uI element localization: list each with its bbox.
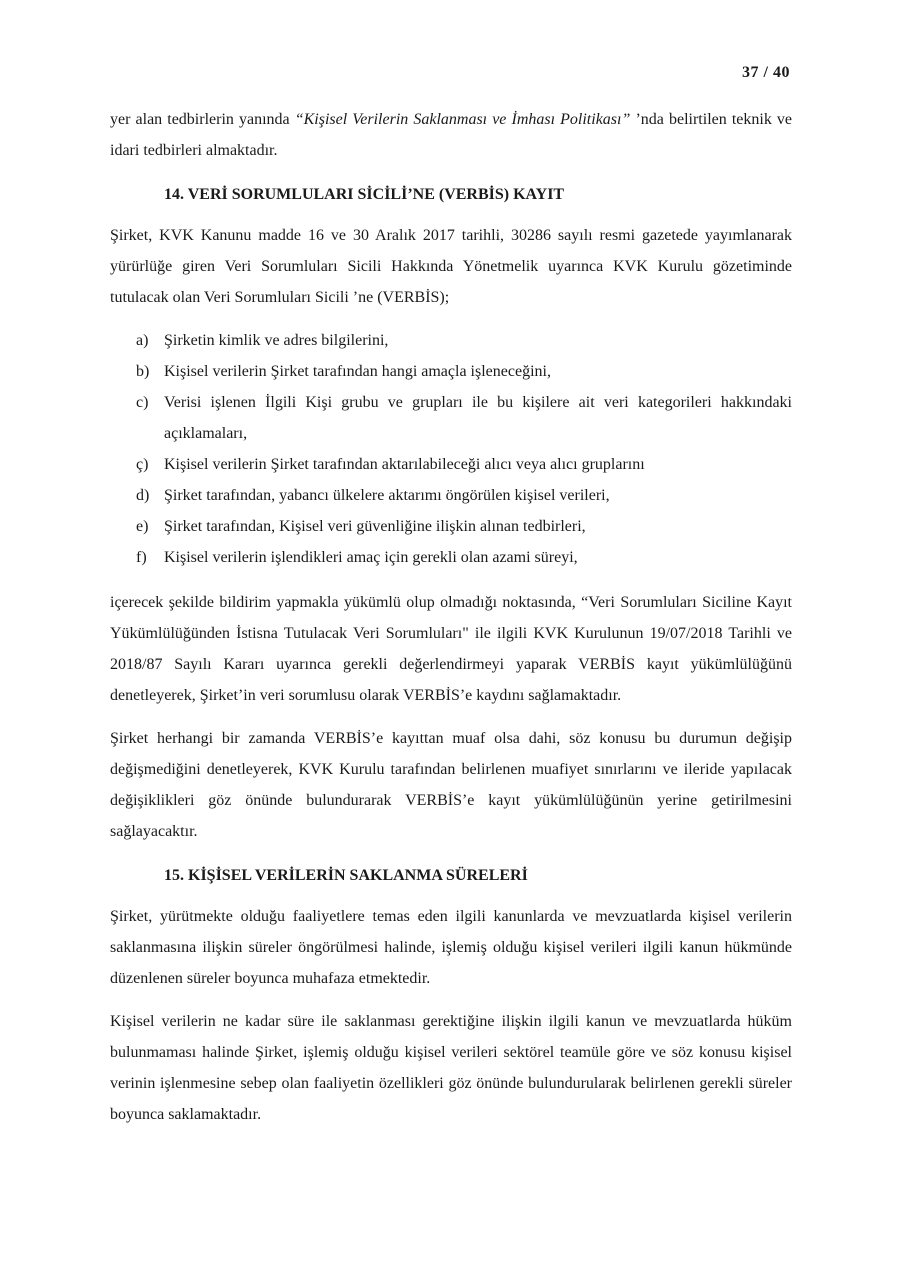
list-item-text: Verisi işlenen İlgili Kişi grubu ve grupları ile bu kişilere ait veri kategorileri hakkındaki açıklamaları, [164, 394, 792, 442]
list-item [110, 449, 792, 480]
section-15-paragraph-1: Şirket, yürütmekte olduğu faaliyetlere temas eden ilgili kanunlarda ve mevzuatlarda kişisel verilerin saklanmasına ilişkin süreler öngörülmesi halinde, işlemiş olduğu kişisel verileri ilgili kanun hükmünde düzenlenen süreler boyunca muhafaza etmektedir. [110, 908, 792, 987]
section-14-paragraph-1: Şirket, KVK Kanunu madde 16 ve 30 Aralık 2017 tarihli, 30286 sayılı resmi gazetede yayımlanarak yürürlüğe giren Veri Sorumluları Sicili Hakkında Yönetmelik uyarınca KVK Kurulu gözetiminde tutulacak olan Veri Sorumluları Sicili ’ne (VERBİS); [110, 227, 792, 306]
section-14-title: 14. VERİ SORUMLULARI SİCİLİ’NE (VERBİS) KAYIT [164, 186, 565, 203]
section-14-paragraph-3: Şirket herhangi bir zamanda VERBİS’e kayıttan muaf olsa dahi, söz konusu bu durumun değişip değişmediğini denetleyerek, KVK Kurulu tarafından belirlenen muafiyet sınırlarını ve ileride yapılacak değişiklikleri göz önünde bulundurarak VERBİS’e kayıt yükümlülüğünün yerine getirilmesini sağlayacaktır. [110, 730, 792, 840]
intro-text-before: yer alan tedbirlerin yanında [110, 111, 295, 128]
intro-paragraph [110, 104, 792, 166]
list-item-text: Kişisel verilerin Şirket tarafından hangi amaçla işleneceğini, [164, 363, 551, 380]
list-item [110, 325, 792, 356]
list-marker: d) [136, 487, 150, 504]
list-item-text: Şirket tarafından, yabancı ülkelere aktarımı öngörülen kişisel verileri, [164, 487, 610, 504]
list-item-text: Kişisel verilerin Şirket tarafından aktarılabileceği alıcı veya alıcı gruplarını [164, 456, 645, 473]
list-marker: b) [136, 363, 150, 380]
section-15-paragraph-2: Kişisel verilerin ne kadar süre ile saklanması gerektiğine ilişkin ilgili kanun ve mevzuatlarda hüküm bulunmaması halinde Şirket, işlemiş olduğu kişisel verileri sektörel teamüle göre ve söz konusu kişisel verinin işlenmesine sebep olan faaliyetin özellikleri göz önünde bulundurularak belirlenen gerekli süreler boyunca saklamaktadır. [110, 1013, 792, 1123]
list-item-text: Şirketin kimlik ve adres bilgilerini, [164, 332, 389, 349]
list-item [110, 356, 792, 387]
list-item [110, 480, 792, 511]
section-14-paragraph-2: içerecek şekilde bildirim yapmakla yükümlü olup olmadığı noktasında, “Veri Sorumluları Siciline Kayıt Yükümlülüğünden İstisna Tutulacak Veri Sorumluları" ile ilgili KVK Kurulunun 19/07/2018 Tarihli ve 2018/87 Sayılı Kararı uyarınca gerekli değerlendirmeyi yaparak VERBİS kayıt yükümlülüğünü denetleyerek, Şirket’in veri sorumlusu olarak VERBİS’e kaydını sağlamaktadır. [110, 594, 792, 704]
list-marker: a) [136, 332, 149, 349]
intro-text-after: ’nda belirtilen teknik ve idari tedbirleri almaktadır. [110, 111, 793, 159]
list-item-text: Kişisel verilerin işlendikleri amaç için gerekli olan azami süreyi, [164, 549, 578, 566]
verbis-items-list [110, 325, 792, 573]
list-item [110, 511, 792, 542]
section-15-title: 15. KİŞİSEL VERİLERİN SAKLANMA SÜRELERİ [164, 867, 528, 884]
list-marker: f) [136, 549, 147, 566]
list-marker: ç) [136, 456, 149, 473]
list-marker: c) [136, 394, 149, 411]
list-item [110, 387, 792, 449]
page-number: 37 / 40 [742, 64, 790, 81]
list-item-text: Şirket tarafından, Kişisel veri güvenliğine ilişkin alınan tedbirleri, [164, 518, 586, 535]
document-body [110, 104, 792, 1142]
policy-name: “Kişisel Verilerin Saklanması ve İmhası Politikası” [294, 111, 631, 128]
list-marker: e) [136, 518, 149, 535]
list-item [110, 542, 792, 573]
